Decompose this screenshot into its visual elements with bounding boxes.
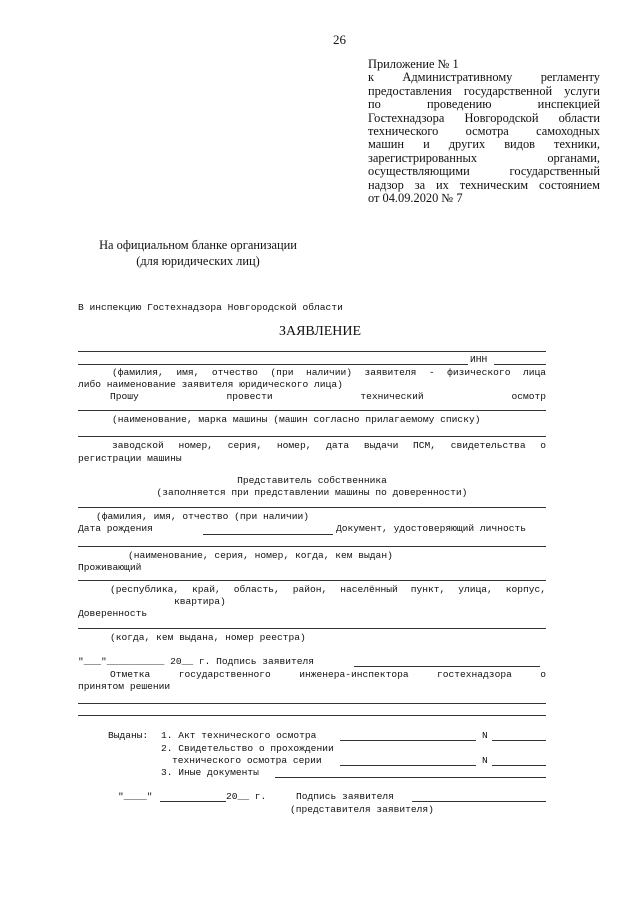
blank-note (98, 237, 298, 269)
appendix-line: зарегистрированных органами, (368, 150, 600, 165)
page-number: 26 (333, 32, 346, 47)
machine-line[interactable] (78, 410, 546, 411)
sign2-signature-line[interactable] (412, 801, 546, 802)
issued-item-1: 1. Акт технического осмотра (161, 730, 317, 741)
issued-item-3: 3. Иные документы (161, 767, 259, 778)
appendix-line: по проведению инспекцией (368, 97, 600, 112)
act-number-line[interactable] (492, 740, 546, 741)
appendix-line: осуществляющими государственный (368, 164, 600, 179)
representative-heading: Представитель собственника (237, 475, 387, 486)
inspector-note-2: принятом решении (78, 681, 171, 692)
appendix-line: Приложение № 1 (368, 57, 459, 71)
inn-line[interactable] (494, 364, 546, 365)
appendix-line: к Административному регламенту (368, 70, 600, 85)
blank-note-line1: На официальном бланке организации (99, 238, 297, 252)
number-sign: N (482, 755, 488, 766)
issued-label: Выданы: (108, 730, 149, 741)
poa-line[interactable] (78, 628, 546, 629)
issued-item-2-line1: 2. Свидетельство о прохождении (161, 743, 334, 754)
serial-hint-2: регистрации машины (78, 453, 182, 464)
applicant-hint-1: (фамилия, имя, отчество (при наличии) заявителя - физического лица (112, 367, 546, 378)
residing-label: Проживающий (78, 562, 142, 573)
representative-fio-hint: (фамилия, имя, отчество (при наличии) (96, 511, 310, 522)
sign2-hint: (представителя заявителя) (290, 804, 434, 815)
sign2-label: Подпись заявителя (296, 791, 394, 802)
appendix-line: от 04.09.2020 № 7 (368, 191, 463, 206)
birth-date-label: Дата рождения (78, 523, 153, 534)
id-doc-hint: (наименование, серия, номер, когда, кем выдан) (128, 550, 393, 561)
inn-label: ИНН (470, 354, 488, 365)
representative-heading-hint: (заполняется при представлении машины по доверенности) (156, 487, 468, 498)
act-line[interactable] (340, 740, 476, 741)
blank-note-line2: (для юридических лиц) (136, 254, 260, 268)
certificate-number-line[interactable] (492, 765, 546, 766)
decision-line-1[interactable] (78, 703, 546, 704)
decision-line-2[interactable] (78, 715, 546, 716)
address-hint-2: квартира) (174, 596, 226, 607)
number-sign: N (482, 730, 488, 741)
machine-hint: (наименование, марка машины (машин согласно прилагаемому списку) (112, 414, 481, 425)
appendix-line: Гостехнадзора Новгородской области (368, 110, 600, 125)
certificate-series-line[interactable] (340, 765, 476, 766)
id-doc-line[interactable] (78, 546, 546, 547)
address-line[interactable] (78, 580, 546, 581)
appendix-line: технического осмотра самоходных (368, 124, 600, 139)
representative-fio-line[interactable] (78, 507, 546, 508)
poa-hint: (когда, кем выдана, номер реестра) (110, 632, 306, 643)
sign2-month-line[interactable] (160, 801, 226, 802)
applicant-line-1[interactable] (78, 351, 546, 352)
sign2-year-text: 20__ г. (226, 791, 267, 802)
applicant-name-line[interactable] (78, 364, 468, 365)
serial-hint-1: заводской номер, серия, номер, дата выдачи ПСМ, свидетельства о (112, 440, 546, 451)
appendix-block (368, 58, 600, 205)
id-doc-label: Документ, удостоверяющий личность (336, 523, 526, 534)
recipient: В инспекцию Гостехнадзора Новгородской области (78, 302, 343, 313)
inspector-note-1: Отметка государственного инженера-инспектора гостехнадзора о (110, 669, 546, 680)
document-title: ЗАЯВЛЕНИЕ (278, 324, 362, 339)
request-line: Прошу провести технический осмотр (110, 391, 546, 402)
other-docs-line[interactable] (275, 777, 546, 778)
issued-item-2-line2: технического осмотра серии (172, 755, 322, 766)
poa-label: Доверенность (78, 608, 148, 619)
applicant-signature-line[interactable] (354, 666, 540, 667)
appendix-line: машин и других видов техники, (368, 137, 600, 152)
applicant-hint-2: либо наименование заявителя юридического лица) (78, 379, 343, 390)
appendix-line: надзор за их техническим состоянием (368, 177, 600, 192)
address-hint-1: (республика, край, область, район, населённый пункт, улица, корпус, (110, 584, 546, 595)
serial-line[interactable] (78, 436, 546, 437)
birth-date-line[interactable] (203, 534, 333, 535)
appendix-line: предоставления государственной услуги (368, 83, 600, 98)
signature-date-text: "___"__________ 20__ г. Подпись заявителя (78, 656, 315, 667)
sign2-date-open: "____" (118, 791, 153, 802)
